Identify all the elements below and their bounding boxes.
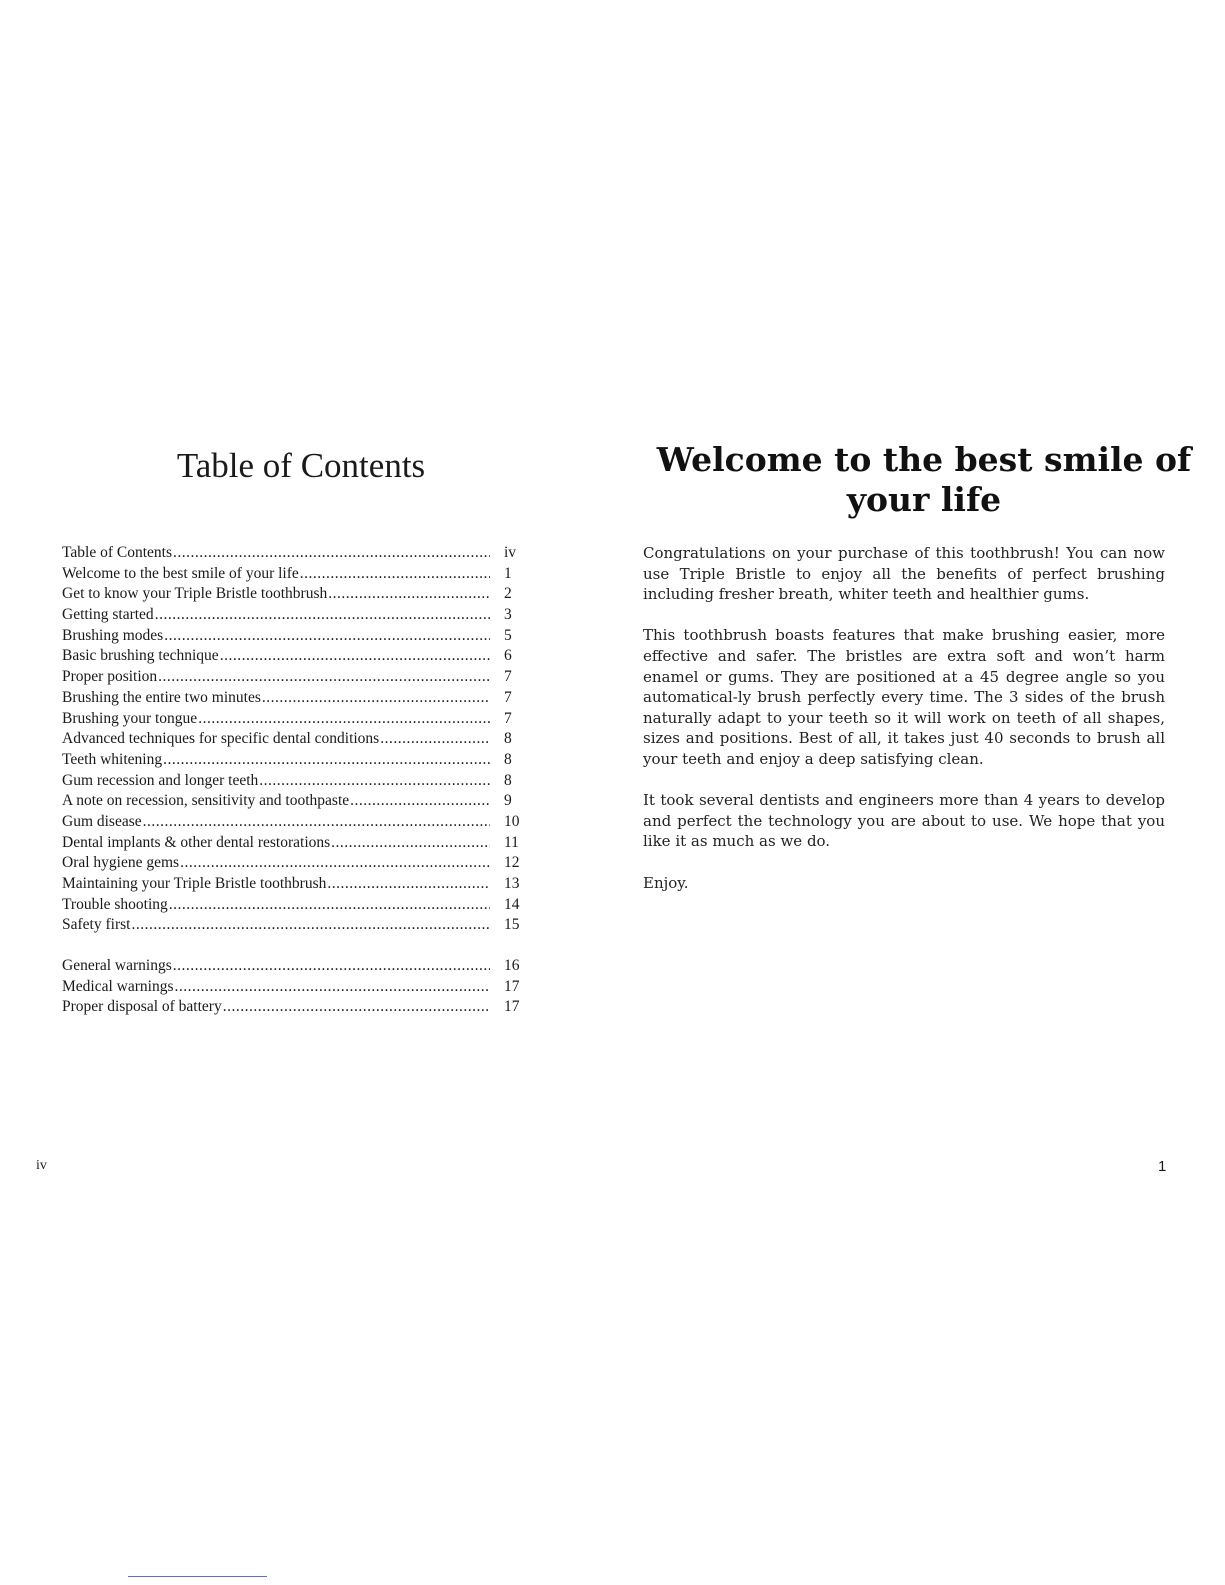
toc-entry[interactable]	[62, 750, 534, 771]
toc-entry-page: 3	[504, 606, 512, 624]
toc-leader	[143, 812, 490, 833]
toc-leader	[131, 915, 490, 936]
toc-entry-page: 8	[504, 750, 512, 768]
toc-entry-page: 7	[504, 688, 512, 706]
toc-entry-label: Proper position	[62, 668, 158, 686]
toc-entry-label: Brushing your tongue	[62, 709, 198, 727]
toc-entry-page: 11	[504, 833, 519, 851]
welcome-body	[643, 543, 1165, 914]
toc-entry[interactable]	[62, 667, 534, 688]
toc-leader	[350, 791, 490, 812]
toc-leader	[180, 853, 490, 874]
toc-entry-label: Safety first	[62, 916, 131, 934]
left-page	[0, 0, 612, 1585]
toc-entry-page: 7	[504, 668, 512, 686]
bottom-link-underline[interactable]	[128, 1576, 267, 1577]
toc-entry[interactable]	[62, 977, 534, 998]
toc-leader	[262, 688, 490, 709]
toc-entry[interactable]	[62, 626, 534, 647]
toc-leader	[327, 874, 490, 895]
toc-leader	[223, 997, 490, 1018]
toc-entry-label: Get to know your Triple Bristle toothbrush	[62, 585, 328, 603]
toc-entry[interactable]	[62, 729, 534, 750]
page-number-right: 1	[1158, 1158, 1167, 1175]
body-paragraph: It took several dentists and engineers more than 4 years to develop and perfect the technology you are about to use. We hope that you like it as much as we do.	[643, 791, 1165, 851]
toc-leader	[155, 605, 490, 626]
toc-entry[interactable]	[62, 605, 534, 626]
welcome-title: Welcome to the best smile of your life	[656, 440, 1192, 519]
toc-entry-label: Getting started	[62, 606, 154, 624]
toc-entry[interactable]	[62, 915, 534, 936]
toc-entry-label: Proper disposal of battery	[62, 998, 222, 1016]
toc-entry[interactable]	[62, 895, 534, 916]
toc-entry[interactable]	[62, 997, 534, 1018]
toc-entry-page: 13	[504, 875, 520, 892]
toc-entry-page: 12	[504, 854, 520, 872]
toc-leader	[198, 709, 490, 730]
toc-entry-page: iv	[504, 544, 517, 561]
toc-entry-label: Teeth whitening	[62, 750, 163, 768]
toc-leader	[158, 667, 490, 688]
right-page	[612, 0, 1225, 1585]
toc-entry-label: Dental implants & other dental restorations	[62, 833, 331, 851]
toc-entry-label: Oral hygiene gems	[62, 854, 180, 872]
toc-leader	[164, 626, 490, 647]
toc-entry-label: Trouble shooting	[62, 895, 168, 913]
toc-entry-label: Table of Contents	[62, 544, 172, 561]
toc-entry-label: Brushing modes	[62, 626, 164, 644]
toc-entry-page: 17	[504, 998, 520, 1016]
toc-entry[interactable]	[62, 709, 534, 730]
toc-entry-label: Gum disease	[62, 812, 142, 830]
toc-entry[interactable]	[62, 833, 534, 854]
toc-entry[interactable]	[62, 543, 534, 564]
toc-entry[interactable]	[62, 956, 534, 977]
toc-leader	[220, 646, 490, 667]
toc-leader	[173, 956, 490, 977]
toc-leader	[173, 543, 490, 564]
toc-leader	[328, 584, 490, 605]
toc-title: Table of Contents	[176, 446, 426, 485]
toc-entry-page: 6	[504, 647, 512, 665]
toc-entry-label: A note on recession, sensitivity and toothpaste	[62, 792, 350, 810]
toc-leader	[174, 977, 490, 998]
toc-entry-label: Maintaining your Triple Bristle toothbrush	[62, 875, 327, 892]
toc-leader	[331, 833, 490, 854]
toc-entry-label: Basic brushing technique	[62, 647, 219, 665]
toc-entry-page: 7	[504, 709, 512, 727]
toc-entry[interactable]	[62, 812, 534, 833]
toc-entry-page: 8	[504, 771, 512, 789]
toc-entry-page: 8	[504, 730, 512, 748]
toc-entry-page: 14	[504, 895, 520, 913]
toc-entry[interactable]	[62, 564, 534, 585]
toc-entry[interactable]	[62, 874, 534, 895]
toc-entry[interactable]	[62, 791, 534, 812]
toc-entry-label: General warnings	[62, 957, 172, 975]
toc-entry-page: 1	[504, 564, 512, 582]
toc-entry-page: 5	[504, 626, 512, 644]
toc-leader	[163, 750, 490, 771]
toc-entry[interactable]	[62, 771, 534, 792]
toc-entry-page: 9	[504, 792, 512, 810]
body-paragraph: Congratulations on your purchase of this toothbrush! You can now use Triple Bristle to enjoy all the benefits of perfect brushing including fresher breath, whiter teeth and healthier gums.	[643, 544, 1165, 604]
toc-list	[62, 543, 534, 1018]
toc-entry-label: Welcome to the best smile of your life	[62, 564, 299, 582]
toc-leader	[380, 729, 490, 750]
toc-entry-page: 15	[504, 916, 520, 934]
toc-leader	[169, 895, 490, 916]
toc-entry-page: 17	[504, 977, 520, 995]
body-paragraph: Enjoy.	[643, 873, 689, 892]
toc-entry[interactable]	[62, 853, 534, 874]
toc-entry-page: 10	[504, 812, 520, 830]
toc-entry[interactable]	[62, 584, 534, 605]
toc-entry-label: Medical warnings	[62, 977, 174, 995]
toc-entry-label: Advanced techniques for specific dental conditions	[62, 730, 380, 748]
toc-leader	[300, 564, 490, 585]
toc-entry-label: Gum recession and longer teeth	[62, 771, 259, 789]
toc-entry-label: Brushing the entire two minutes	[62, 688, 261, 706]
toc-entry-page: 2	[504, 585, 512, 603]
body-paragraph: This toothbrush boasts features that make brushing easier, more effective and safer. The bristles are extra soft and won’t harm enamel or gums. They are positioned at a 45 degree angle so you automatical-ly brush perfectly every time. The 3 sides of the brush naturally adapt to your teeth so it will work on teeth of all shapes, sizes and positions. Best of all, it takes just 40 seconds to brush all your teeth and enjoy a deep satisfying clean.	[643, 626, 1165, 768]
page-number-left: iv	[36, 1158, 47, 1173]
toc-entry-page: 16	[504, 957, 520, 975]
toc-entry[interactable]	[62, 646, 534, 667]
toc-entry[interactable]	[62, 688, 534, 709]
toc-leader	[259, 771, 490, 792]
